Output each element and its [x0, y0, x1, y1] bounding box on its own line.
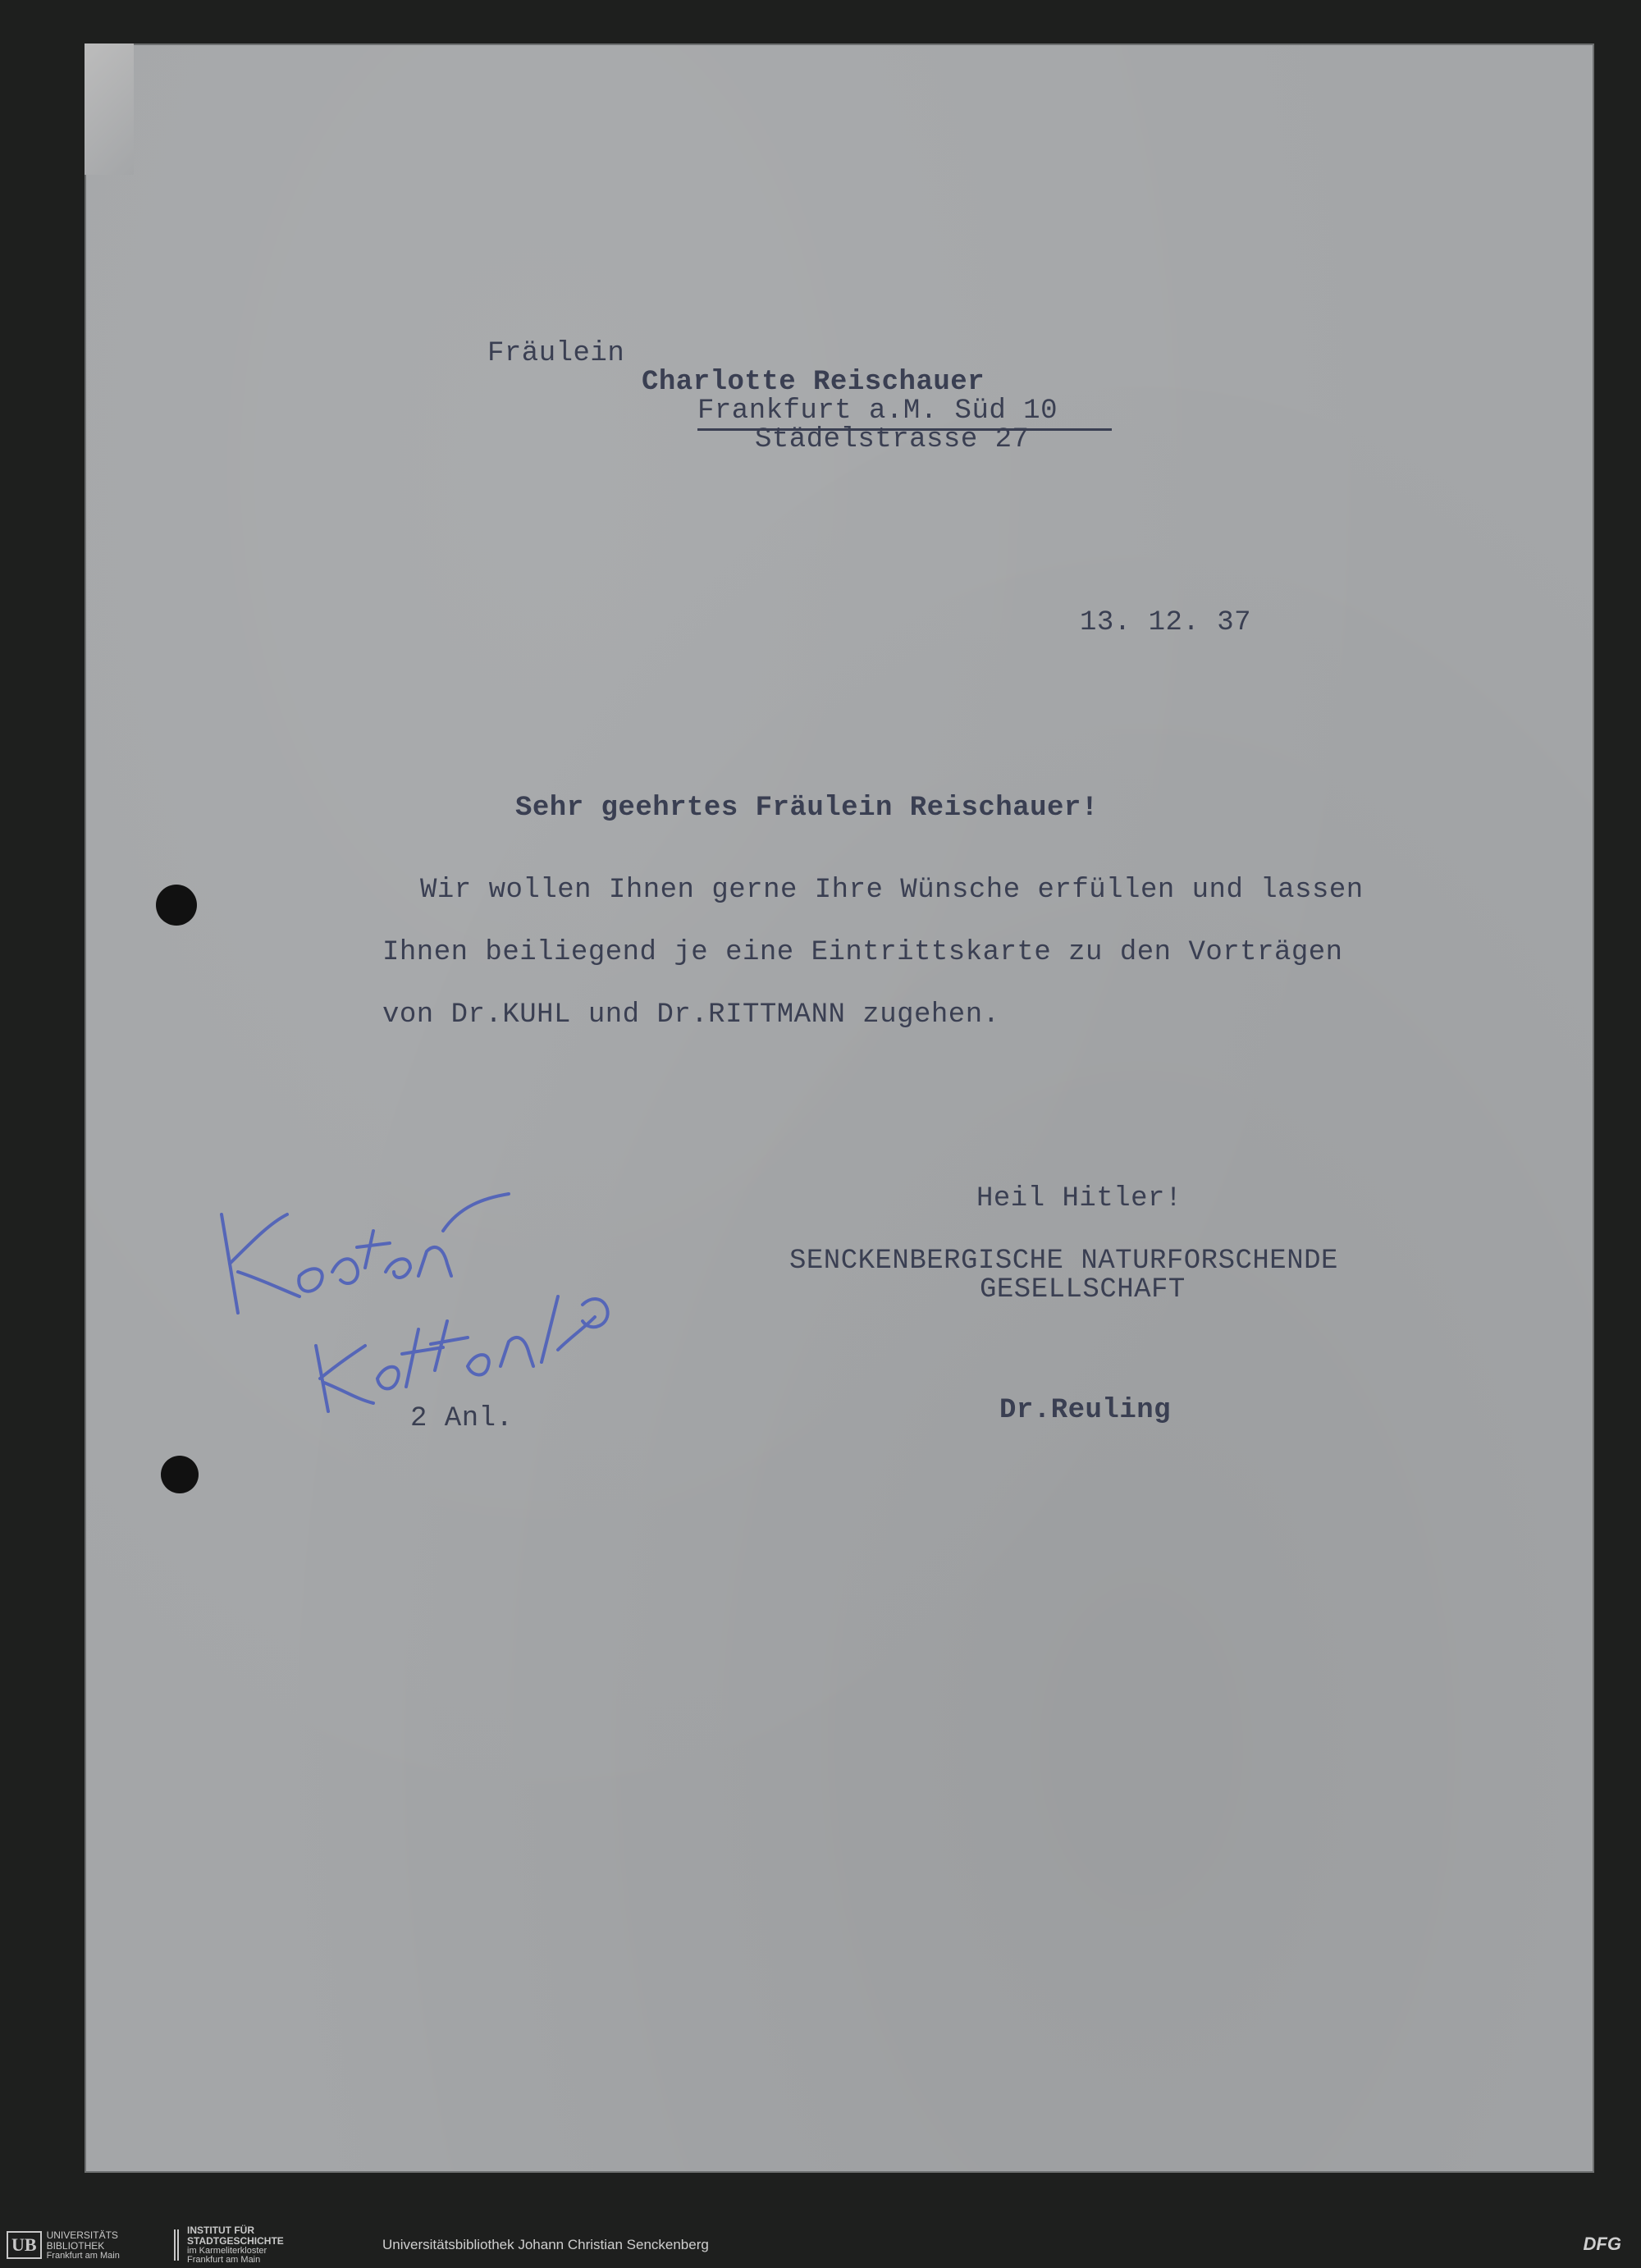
institute-text-3: im Karmeliterkloster	[187, 2246, 267, 2256]
signatory-name: Dr.Reuling	[999, 1395, 1172, 1426]
institute-text-4: Frankfurt am Main	[187, 2255, 261, 2265]
organization-line-1: SENCKENBERGISCHE NATURFORSCHENDE	[789, 1246, 1338, 1277]
addressee-street: Städelstrasse 27	[755, 424, 1030, 455]
letter-greeting: Sehr geehrtes Fräulein Reischauer!	[515, 793, 1099, 824]
body-line-1: Wir wollen Ihnen gerne Ihre Wünsche erfüllen und lassen	[420, 875, 1364, 906]
handwritten-note-kostenlos	[197, 1132, 706, 1428]
dfg-logo: DFG	[1583, 2234, 1621, 2254]
punch-hole-bottom	[161, 1456, 199, 1493]
digitization-footer	[0, 2222, 1641, 2268]
body-line-2: Ihnen beiliegend je eine Eintrittskarte zu den Vorträgen	[382, 937, 1343, 968]
library-credit: Universitätsbibliothek Johann Christian Senckenberg	[382, 2237, 709, 2252]
letter-date: 13. 12. 37	[1080, 607, 1252, 638]
institute-text-2: STADTGESCHICHTE	[187, 2235, 284, 2247]
paper-corner-fold	[85, 43, 134, 175]
addressee-name: Charlotte Reischauer	[642, 367, 985, 398]
institute-logo	[174, 2225, 284, 2265]
letter-closing: Heil Hitler!	[976, 1183, 1182, 1214]
letter-paper	[85, 43, 1594, 2173]
body-line-3: von Dr.KUHL und Dr.RITTMANN zugehen.	[382, 999, 1000, 1031]
organization-line-2: GESELLSCHAFT	[980, 1274, 1186, 1305]
ub-logo-mark: UB	[7, 2231, 42, 2259]
ub-logo-text-3: Frankfurt am Main	[46, 2250, 120, 2261]
punch-hole-top	[156, 885, 197, 926]
institute-text-1: INSTITUT FÜR	[187, 2225, 254, 2236]
addressee-salutation: Fräulein	[487, 338, 625, 369]
ub-logo-text-2: BIBLIOTHEK	[46, 2239, 105, 2252]
enclosure-note: 2 Anl.	[410, 1403, 514, 1434]
ub-logo	[7, 2229, 120, 2261]
addressee-city: Frankfurt a.M. Süd 10	[697, 396, 1112, 431]
institute-logo-mark	[174, 2229, 181, 2261]
ub-logo-text-1: UNIVERSITÄTS	[46, 2229, 118, 2241]
